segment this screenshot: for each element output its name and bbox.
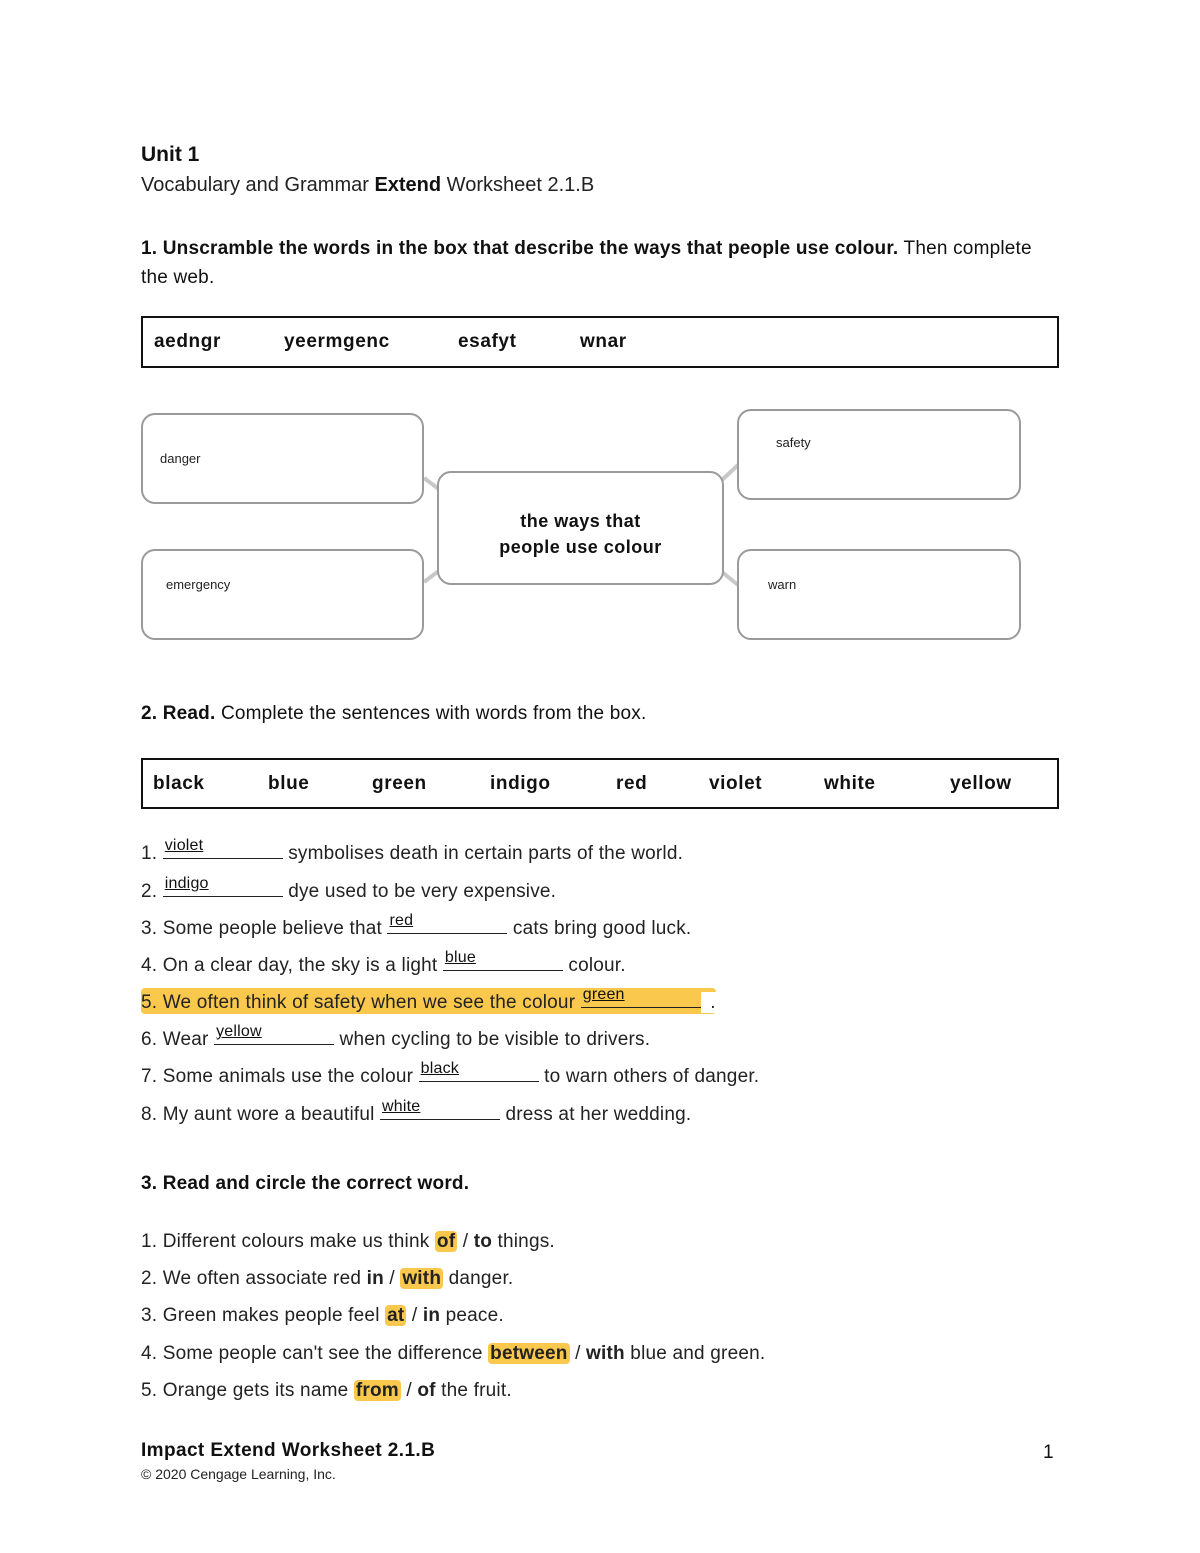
subtitle-text: Vocabulary and Grammar (141, 174, 375, 196)
answer-text: red (389, 912, 414, 929)
scrambled-word: esafyt (458, 331, 517, 352)
web-node-emergency[interactable] (141, 549, 424, 640)
circle-item (141, 1305, 504, 1327)
option[interactable]: in (366, 1268, 384, 1289)
item-post: the fruit. (435, 1380, 512, 1401)
sentence (141, 1062, 759, 1088)
sentence-pre: 2. (141, 881, 163, 902)
sentence-pre: 8. My aunt wore a beautiful (141, 1104, 381, 1125)
answer-blank[interactable] (163, 877, 283, 897)
option-separator: / (406, 1305, 423, 1326)
item-pre: 5. Orange gets its name (141, 1380, 354, 1401)
connector-line (722, 465, 738, 480)
option[interactable]: of (417, 1380, 436, 1401)
web-node-label: danger (160, 451, 201, 466)
colour-word: violet (709, 773, 763, 794)
option-selected[interactable]: at (387, 1305, 405, 1326)
scrambled-word: yeermgenc (284, 331, 390, 352)
web-center-label (439, 508, 722, 560)
colour-word: red (616, 773, 648, 794)
sentence-post: symbolises death in certain parts of the world. (282, 843, 684, 864)
answer-blank[interactable] (387, 914, 507, 934)
q2-instruction-bold: 2. Read. (141, 703, 216, 724)
circle-item (141, 1343, 765, 1365)
sentence (141, 1025, 650, 1051)
subtitle-bold: Extend (374, 174, 442, 196)
answer-text: blue (444, 949, 476, 966)
page-number: 1 (1043, 1442, 1054, 1463)
center-line: people use colour (499, 537, 662, 557)
sentence-pre: 1. (141, 843, 163, 864)
circle-item (141, 1231, 555, 1253)
sentence (141, 914, 691, 940)
sentence-highlighted (141, 988, 716, 1014)
colour-word: black (153, 773, 205, 794)
unit-title: Unit 1 (141, 143, 200, 166)
option-selected[interactable]: from (355, 1380, 399, 1401)
answer-blank[interactable] (163, 839, 283, 859)
web-node-warn[interactable] (737, 549, 1021, 640)
q1-instruction-rest: Then complete the web. (141, 238, 1032, 288)
subtitle-text-end: Worksheet 2.1.B (441, 174, 595, 196)
sentence (141, 839, 683, 865)
sentence-pre: 6. Wear (141, 1029, 215, 1050)
sentence-post: to warn others of danger. (538, 1066, 760, 1087)
q1-instruction-bold: 1. Unscramble the words in the box that describe the ways that people use colour. (141, 238, 899, 259)
option-separator: / (457, 1231, 474, 1252)
option-selected[interactable]: of (436, 1231, 456, 1252)
sentence (141, 1100, 691, 1126)
option-selected[interactable]: between (490, 1343, 568, 1364)
option-separator: / (400, 1380, 418, 1401)
option-selected[interactable]: with (402, 1268, 442, 1289)
sentence-post: dye used to be very expensive. (282, 881, 557, 902)
answer-text: black (420, 1060, 459, 1077)
item-pre: 4. Some people can't see the difference (141, 1343, 489, 1364)
center-line: the ways that (520, 511, 641, 531)
option[interactable]: with (586, 1343, 625, 1364)
answer-text: green (582, 986, 625, 1003)
item-post: danger. (443, 1268, 514, 1289)
web-node-label: emergency (166, 577, 231, 592)
sentence-post: cats bring good luck. (507, 918, 692, 939)
answer-blank[interactable] (214, 1025, 334, 1045)
answer-text: violet (164, 837, 204, 854)
q2-instruction-rest: Complete the sentences with words from the box. (215, 703, 647, 724)
sentence-post: dress at her wedding. (500, 1104, 692, 1125)
answer-blank[interactable] (419, 1062, 539, 1082)
sentence-post: when cycling to be visible to drivers. (334, 1029, 651, 1050)
answer-blank[interactable] (443, 951, 563, 971)
item-post: peace. (440, 1305, 504, 1326)
option-separator: / (383, 1268, 401, 1289)
scrambled-word: wnar (580, 331, 627, 352)
colour-word: indigo (490, 773, 551, 794)
web-node-label: warn (768, 577, 797, 592)
answer-blank[interactable] (380, 1100, 500, 1120)
item-post: blue and green. (624, 1343, 766, 1364)
circle-item (141, 1380, 512, 1402)
q2-word-box (141, 758, 1059, 809)
sentence (141, 951, 626, 977)
web-node-label: safety (776, 435, 811, 450)
sentence-pre: 5. We often think of safety when we see the colour (141, 992, 581, 1013)
q3-instruction: 3. Read and circle the correct word. (141, 1173, 470, 1194)
footer-copyright: © 2020 Cengage Learning, Inc. (141, 1466, 336, 1482)
sentence-pre: 4. On a clear day, the sky is a light (141, 955, 443, 976)
colour-word: yellow (950, 773, 1012, 794)
item-pre: 3. Green makes people feel (141, 1305, 386, 1326)
sentence-post: colour. (562, 955, 626, 976)
colour-word: white (824, 773, 876, 794)
sentence-post: . (701, 992, 716, 1013)
answer-text: white (382, 1098, 421, 1115)
scrambled-word: aedngr (154, 331, 221, 352)
colour-word: green (372, 773, 427, 794)
colour-word: blue (268, 773, 310, 794)
footer-title: Impact Extend Worksheet 2.1.B (141, 1440, 436, 1461)
sentence (141, 877, 556, 903)
option[interactable]: to (473, 1231, 493, 1252)
web-node-safety[interactable] (737, 409, 1021, 500)
web-node-danger[interactable] (141, 413, 424, 504)
option[interactable]: in (422, 1305, 441, 1326)
answer-text: yellow (216, 1023, 262, 1040)
item-pre: 1. Different colours make us think (141, 1231, 435, 1252)
circle-item (141, 1268, 513, 1290)
sentence-pre: 7. Some animals use the colour (141, 1066, 419, 1087)
web-center-node (437, 471, 724, 585)
connector-line (722, 572, 738, 585)
item-post: things. (492, 1231, 555, 1252)
item-pre: 2. We often associate red (141, 1268, 367, 1289)
sentence-pre: 3. Some people believe that (141, 918, 388, 939)
option-separator: / (569, 1343, 587, 1364)
answer-blank[interactable] (581, 988, 701, 1008)
q2-instruction (141, 703, 646, 725)
answer-text: indigo (164, 875, 209, 892)
